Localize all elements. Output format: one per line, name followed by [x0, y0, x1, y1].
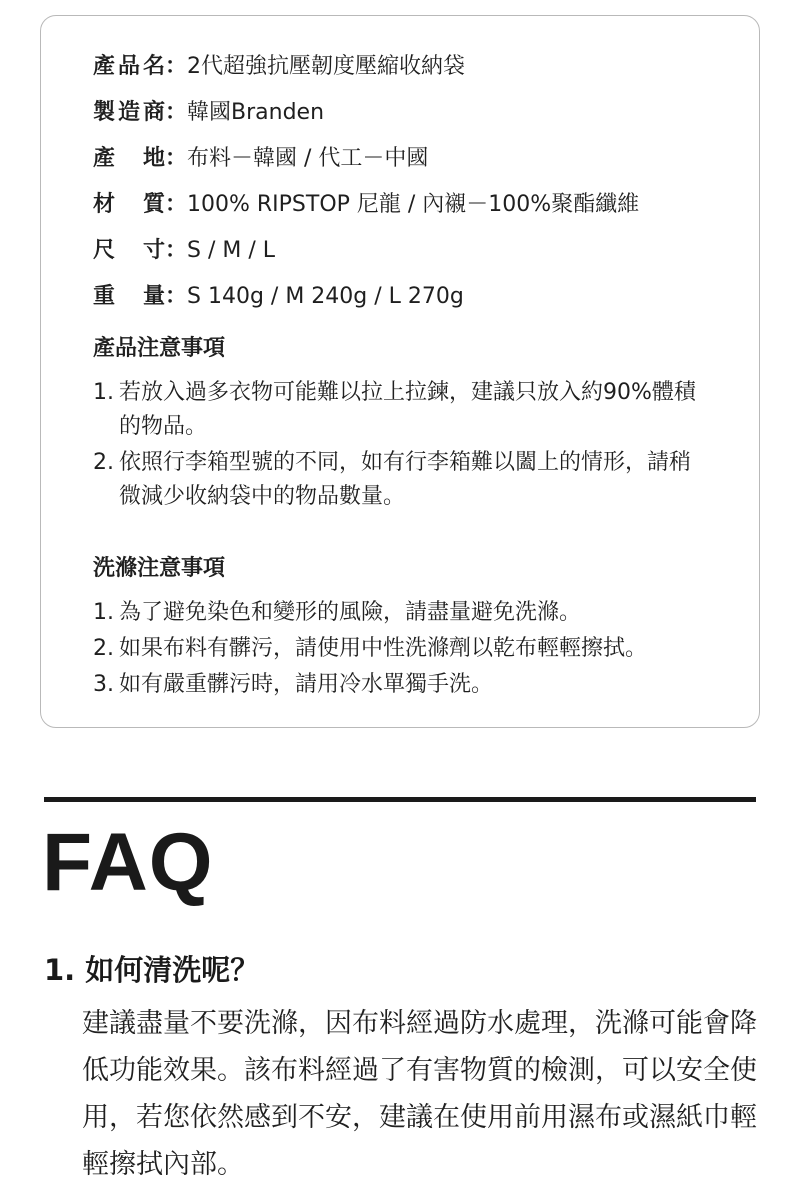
list-item: [93, 632, 709, 666]
list-item: [93, 668, 709, 702]
item-text: 依照行李箱型號的不同，如有行李箱難以闔上的情形，請稍微減少收納袋中的物品數量。: [119, 450, 692, 509]
spec-colon: ：: [165, 146, 188, 171]
wash-notes-list: [93, 596, 709, 702]
product-notes-heading: 產品注意事項: [93, 336, 226, 361]
spec-label: 材質: [93, 192, 165, 217]
wash-notes-section: [93, 554, 709, 704]
list-item: [93, 446, 709, 514]
spec-row-product-name: [93, 44, 639, 90]
product-spec-card: [40, 15, 760, 728]
section-divider: [44, 797, 756, 802]
spec-row-size: [93, 228, 639, 274]
spec-value: 2代超強抗壓韌度壓縮收納袋: [187, 54, 465, 79]
list-item: [93, 376, 709, 444]
spec-value: 100% RIPSTOP 尼龍 / 內襯－100%聚酯纖維: [187, 192, 640, 217]
spec-colon: ：: [165, 238, 188, 263]
spec-label: 尺寸: [93, 238, 165, 263]
item-number: 1.: [93, 600, 114, 625]
faq-answer: 建議盡量不要洗滌，因布料經過防水處理，洗滌可能會降低功能效果。該布料經過了有害物質的檢測，可以安全使用，若您依然感到不安，建議在使用前用濕布或濕紙巾輕輕擦拭內部。: [82, 1008, 757, 1180]
spec-list: [93, 44, 639, 320]
product-notes-list: [93, 376, 709, 514]
spec-colon: ：: [165, 284, 188, 309]
list-item: [93, 596, 709, 630]
spec-label: 產品名: [93, 54, 165, 79]
item-text: 若放入過多衣物可能難以拉上拉鍊，建議只放入約90%體積的物品。: [119, 380, 696, 439]
product-notes-section: [93, 334, 709, 516]
item-number: 1.: [93, 380, 114, 405]
item-text: 如有嚴重髒污時，請用冷水單獨手洗。: [119, 672, 494, 697]
spec-value: 布料－韓國 / 代工－中國: [187, 146, 429, 171]
faq-title: FAQ: [42, 817, 214, 908]
wash-notes-heading: 洗滌注意事項: [93, 556, 226, 581]
item-number: 3.: [93, 672, 114, 697]
spec-row-origin: [93, 136, 639, 182]
spec-colon: ：: [165, 100, 188, 125]
item-number: 2.: [93, 636, 114, 661]
spec-colon: ：: [165, 54, 188, 79]
item-number: 2.: [93, 450, 114, 475]
spec-row-material: [93, 182, 639, 228]
spec-label: 製造商: [93, 100, 165, 125]
item-text: 如果布料有髒污，請使用中性洗滌劑以乾布輕輕擦拭。: [119, 636, 648, 661]
spec-label: 產地: [93, 146, 165, 171]
spec-colon: ：: [165, 192, 188, 217]
spec-value: S 140g / M 240g / L 270g: [187, 284, 464, 309]
spec-label: 重量: [93, 284, 165, 309]
spec-value: 韓國Branden: [187, 100, 325, 125]
spec-row-weight: [93, 274, 639, 320]
spec-value: S / M / L: [187, 238, 275, 263]
item-text: 為了避免染色和變形的風險，請盡量避免洗滌。: [119, 600, 582, 625]
faq-question: 1. 如何清洗呢？: [44, 953, 260, 987]
spec-row-manufacturer: [93, 90, 639, 136]
